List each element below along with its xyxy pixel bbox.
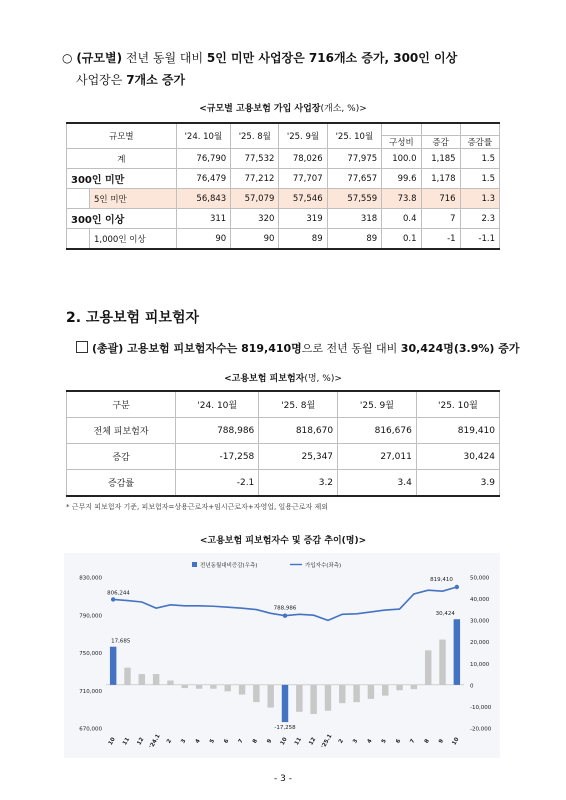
right-axis-tick: 0 bbox=[470, 683, 474, 690]
bar bbox=[239, 685, 245, 695]
data-label: 30,424 bbox=[435, 611, 455, 618]
table-row bbox=[67, 229, 500, 250]
bar bbox=[167, 681, 173, 685]
legend-label: 가입자수(좌측) bbox=[305, 563, 342, 569]
table-row bbox=[67, 444, 500, 470]
bar bbox=[325, 685, 331, 711]
row-label: 증감 bbox=[67, 444, 176, 470]
x-tick-label: 9 bbox=[438, 738, 446, 745]
bar bbox=[224, 685, 230, 691]
bullet-text: 전년 동월 대비 bbox=[122, 51, 207, 65]
caption-bold: <규모별 고용보험 가입 사업장 bbox=[199, 104, 321, 114]
cell: 3.4 bbox=[338, 470, 417, 497]
bar bbox=[339, 685, 345, 703]
bar bbox=[439, 640, 445, 685]
cell: 788,986 bbox=[176, 418, 259, 444]
x-tick-label: 9 bbox=[266, 738, 274, 745]
cell: 0.4 bbox=[382, 209, 421, 229]
cell: 100.0 bbox=[382, 149, 421, 169]
cell: 57,079 bbox=[231, 189, 279, 209]
right-axis-tick: 40,000 bbox=[470, 597, 490, 604]
row-label: 300인 이상 bbox=[67, 209, 177, 229]
cell: 30,424 bbox=[416, 444, 499, 470]
summary-text: 으로 전년 동월 대비 bbox=[301, 342, 401, 355]
summary-text-bold: 819,410명 bbox=[241, 342, 302, 355]
row-label: 300인 미만 bbox=[67, 169, 177, 189]
left-axis-tick: 830,000 bbox=[79, 575, 102, 582]
line-point bbox=[283, 614, 287, 618]
table-row bbox=[67, 418, 500, 444]
data-label: -17,258 bbox=[274, 725, 296, 732]
cell: 77,657 bbox=[327, 169, 382, 189]
bar bbox=[454, 619, 460, 685]
insured-trend-chart bbox=[64, 553, 500, 758]
establishments-table bbox=[66, 122, 500, 250]
bullet-text-bold: 7개소 증가 bbox=[126, 73, 186, 87]
cell: 73.8 bbox=[382, 189, 421, 209]
bar bbox=[267, 685, 273, 708]
col-header: '25. 9월 bbox=[279, 123, 327, 149]
x-tick-label: 4 bbox=[194, 738, 202, 745]
left-axis-tick: 710,000 bbox=[79, 688, 102, 695]
x-tick-label: 6 bbox=[223, 738, 231, 745]
row-label: 증감률 bbox=[67, 470, 176, 497]
cell: 76,790 bbox=[176, 149, 231, 169]
chart-caption: <고용보험 피보험자수 및 증감 추이(명)> bbox=[199, 536, 367, 546]
line-point bbox=[455, 585, 459, 589]
cell: 3.9 bbox=[416, 470, 499, 497]
cell: 77,975 bbox=[327, 149, 382, 169]
section-summary bbox=[76, 340, 520, 356]
cell: 57,559 bbox=[327, 189, 382, 209]
col-header: 구분 bbox=[67, 391, 176, 418]
right-axis-tick: 20,000 bbox=[470, 640, 490, 647]
x-tick-label: 5 bbox=[380, 738, 388, 745]
bullet-size-summary bbox=[62, 47, 532, 91]
x-tick-label: 3 bbox=[180, 738, 188, 745]
bar bbox=[411, 685, 417, 689]
bar bbox=[139, 674, 145, 685]
cell: 89 bbox=[327, 229, 382, 250]
cell: -17,258 bbox=[176, 444, 259, 470]
right-axis-tick: -10,000 bbox=[470, 704, 492, 711]
bullet-mark: ○ bbox=[62, 51, 73, 65]
bar bbox=[368, 685, 374, 699]
col-header: '25. 10월 bbox=[327, 123, 382, 149]
x-tick-label: 11 bbox=[293, 736, 303, 747]
table-row bbox=[67, 470, 500, 497]
cell: 311 bbox=[176, 209, 231, 229]
cell: 27,011 bbox=[338, 444, 417, 470]
row-label: 계 bbox=[67, 149, 177, 169]
col-header: 증감 bbox=[421, 136, 460, 149]
cell: 1,185 bbox=[421, 149, 460, 169]
col-header: 규모별 bbox=[67, 123, 177, 149]
cell: -1.1 bbox=[460, 229, 499, 250]
col-header: '24. 10월 bbox=[176, 123, 231, 149]
row-label: 1,000인 이상 bbox=[90, 229, 177, 250]
x-tick-label: 12 bbox=[308, 736, 318, 747]
x-tick-label: 8 bbox=[423, 738, 431, 745]
cell: 1.5 bbox=[460, 169, 499, 189]
x-tick-label: 8 bbox=[251, 738, 260, 745]
bar bbox=[210, 685, 216, 689]
right-axis-tick: 30,000 bbox=[470, 618, 490, 625]
col-header: '25. 10월 bbox=[416, 391, 499, 418]
x-tick-label: 10 bbox=[107, 736, 117, 747]
summary-text: (총괄) 고용보험 피보험자수는 bbox=[92, 342, 242, 355]
bar bbox=[196, 685, 202, 689]
data-label: 788,986 bbox=[273, 605, 297, 612]
cell: 77,707 bbox=[279, 169, 327, 189]
cell: 90 bbox=[231, 229, 279, 250]
bar bbox=[353, 685, 359, 702]
page-number: - 3 - bbox=[274, 774, 292, 784]
data-label: 806,244 bbox=[107, 590, 130, 597]
line-point bbox=[111, 597, 115, 601]
bar bbox=[382, 685, 388, 696]
x-tick-label: 11 bbox=[122, 736, 132, 747]
cell: 0.1 bbox=[382, 229, 421, 250]
bullet-text: 사업장은 bbox=[76, 73, 127, 87]
x-tick-label: 3 bbox=[352, 738, 360, 745]
table-row bbox=[67, 169, 500, 189]
cell: 7 bbox=[421, 209, 460, 229]
right-axis-tick: 10,000 bbox=[470, 661, 490, 668]
bullet-text-bold: 5인 미만 사업장은 716개소 증가, 300인 이상 bbox=[206, 51, 458, 65]
col-header: '24. 10월 bbox=[176, 391, 259, 418]
cell: 819,410 bbox=[416, 418, 499, 444]
cell: 77,532 bbox=[231, 149, 279, 169]
cell: -2.1 bbox=[176, 470, 259, 497]
cell: 716 bbox=[421, 189, 460, 209]
section-title: 2. 고용보험 피보험자 bbox=[66, 310, 199, 326]
table-row bbox=[67, 189, 500, 209]
cell: 57,546 bbox=[279, 189, 327, 209]
caption-unit: (개소, %)> bbox=[320, 104, 367, 114]
checkbox-square-icon bbox=[76, 341, 88, 353]
cell: 56,843 bbox=[176, 189, 231, 209]
legend-swatch-bar bbox=[192, 562, 197, 567]
table-row bbox=[67, 209, 500, 229]
table1-caption bbox=[0, 101, 566, 114]
x-tick-label: 2 bbox=[337, 738, 345, 745]
left-axis-tick: 750,000 bbox=[79, 651, 102, 657]
cell: 76,479 bbox=[176, 169, 231, 189]
cell: 77,212 bbox=[231, 169, 279, 189]
cell: 318 bbox=[327, 209, 382, 229]
x-tick-label: 7 bbox=[237, 738, 245, 745]
right-axis-tick: 50,000 bbox=[470, 575, 490, 582]
cell: 90 bbox=[176, 229, 231, 250]
table2-caption bbox=[0, 371, 566, 384]
table-row bbox=[67, 149, 500, 169]
col-header: 구성비 bbox=[382, 136, 421, 149]
caption-bold: <고용보험 피보험자 bbox=[224, 374, 305, 384]
summary-text-bold: 30,424명(3.9%) 증가 bbox=[400, 342, 520, 355]
x-tick-label: 10 bbox=[451, 736, 461, 747]
cell: 2.3 bbox=[460, 209, 499, 229]
cell: 816,676 bbox=[338, 418, 417, 444]
cell: 3.2 bbox=[259, 470, 338, 497]
cell: 99.6 bbox=[382, 169, 421, 189]
bar bbox=[296, 685, 302, 712]
bar bbox=[110, 647, 116, 685]
x-tick-label: 5 bbox=[208, 738, 217, 745]
x-tick-label: '24.1 bbox=[148, 733, 162, 750]
x-tick-label: 6 bbox=[395, 738, 403, 745]
cell: 78,026 bbox=[279, 149, 327, 169]
x-tick-label: 7 bbox=[409, 738, 417, 745]
cell: 1.5 bbox=[460, 149, 499, 169]
legend-label: 전년동월대비증감(우측) bbox=[200, 563, 258, 569]
data-label: 17,685 bbox=[111, 638, 131, 645]
bar bbox=[182, 685, 188, 688]
x-tick-label: '25.1 bbox=[320, 733, 334, 750]
bar bbox=[396, 685, 402, 690]
col-header: '25. 9월 bbox=[338, 391, 417, 418]
col-header: 증감률 bbox=[460, 136, 499, 149]
bar bbox=[425, 650, 431, 685]
row-label: 전체 피보험자 bbox=[67, 418, 176, 444]
caption-unit: (명, %)> bbox=[304, 374, 342, 384]
cell: 320 bbox=[231, 209, 279, 229]
cell: 25,347 bbox=[259, 444, 338, 470]
x-tick-label: 12 bbox=[136, 736, 146, 747]
cell: 319 bbox=[279, 209, 327, 229]
cell: 818,670 bbox=[259, 418, 338, 444]
x-tick-label: 2 bbox=[166, 738, 174, 745]
left-axis-tick: 670,000 bbox=[79, 726, 102, 733]
x-tick-label: 4 bbox=[366, 738, 374, 745]
col-header: '25. 8월 bbox=[231, 123, 279, 149]
bar bbox=[282, 685, 288, 722]
cell: -1 bbox=[421, 229, 460, 250]
bar bbox=[153, 674, 159, 685]
table2-footnote: * 근무지 피보험자 기준, 피보험자=상용근로자+임시근로자+자영업, 일용근로자 제외 bbox=[66, 503, 329, 511]
bar bbox=[310, 685, 316, 714]
data-label: 819,410 bbox=[430, 576, 453, 583]
bar bbox=[124, 668, 130, 685]
bullet-category: (규모별) bbox=[76, 51, 123, 65]
cell: 1.3 bbox=[460, 189, 499, 209]
right-axis-tick: -20,000 bbox=[470, 726, 492, 733]
bar bbox=[253, 685, 259, 702]
cell: 89 bbox=[279, 229, 327, 250]
left-axis-tick: 790,000 bbox=[79, 613, 102, 620]
insured-table bbox=[66, 390, 500, 497]
x-tick-label: 10 bbox=[279, 736, 289, 747]
row-label: 5인 미만 bbox=[90, 189, 177, 209]
col-header: '25. 8월 bbox=[259, 391, 338, 418]
cell: 1,178 bbox=[421, 169, 460, 189]
